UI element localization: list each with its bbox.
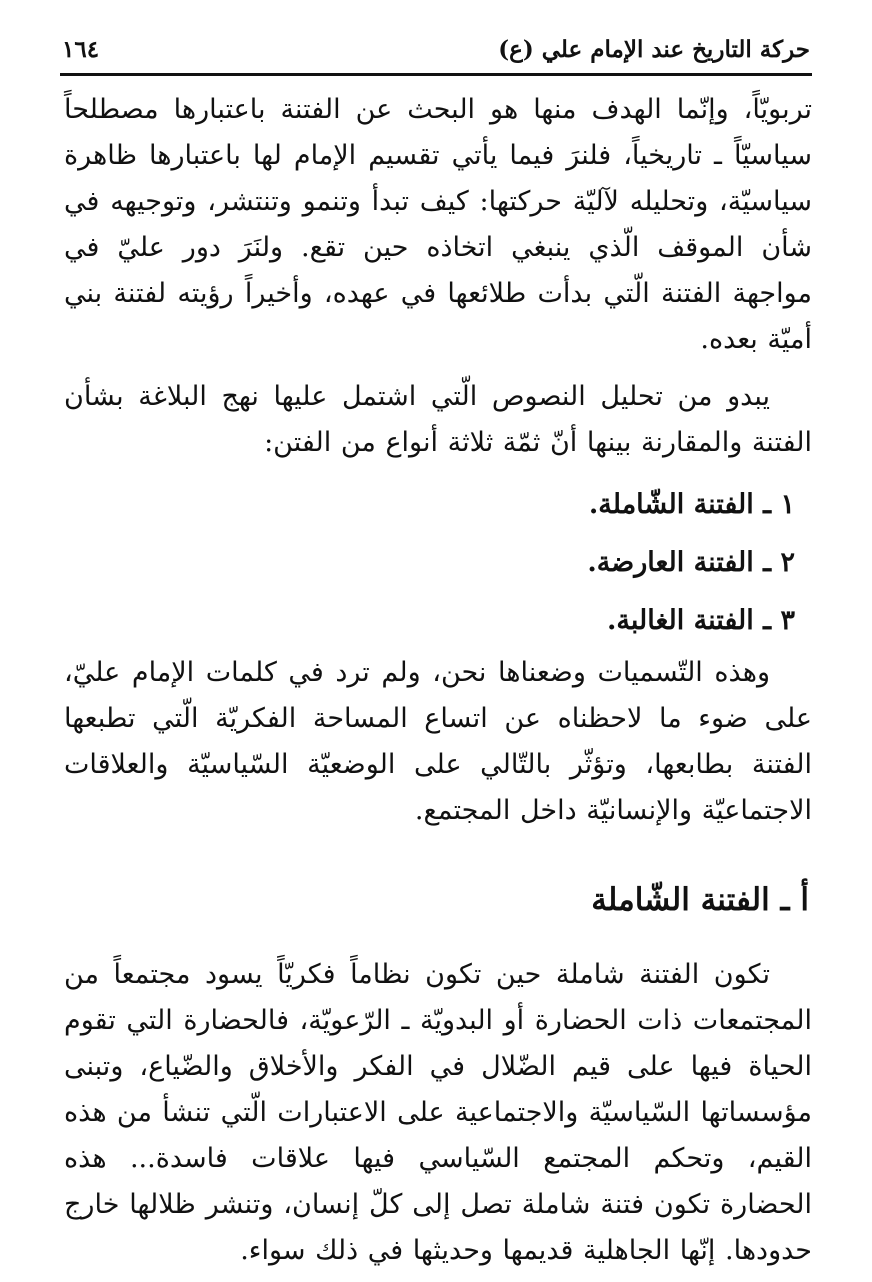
list-item-comprehensive-fitna: ١ ـ الفتنة الشّاملة.: [588, 489, 795, 520]
paragraph-comprehensive-fitna: تكون الفتنة شاملة حين تكون نظاماً فكريّاً يسود مجتمعاً من المجتمعات ذات الحضارة أو البدويّة ـ الرّعويّة، فالحضارة التي تقوم الحياة فيها على قيم الضّلال في الفكر والأخلاق والضّياع، وتبنى مؤسساتها السّياسيّة والاجتماعية على الاعتبارات الّتي تنشأ من هذه القيم، وتحكم المجتمع السّياسي فيها علاقات فاسدة... هذه الحضارة تكون فتنة شاملة تصل إلى كلّ إنسان، وتنشر ظلالها خارج حدودها. إنّها الجاهلية قديمها وحديثها في ذلك سواء.: [64, 959, 812, 1266]
section-heading: أ ـ الفتنة الشّاملة: [591, 882, 809, 918]
paragraph-continuation: تربويّاً، وإنّما الهدف منها هو البحث عن الفتنة باعتبارها مصطلحاً سياسيّاً ـ تاريخياً، فلنرَ فيما يأتي تقسيم الإمام لها باعتبارها ظاهرة سياسيّة، وتحليله لآليّة حركتها: كيف تبدأ وتنمو وتنتشر، وتوجيهه في شأن الموقف الّذي ينبغي اتخاذه حين تقع. ولنَرَ دور عليّ في مواجهة الفتنة الّتي بدأت طلائعها في عهده، وأخيراً رؤيته لفتنة بني أميّة بعده.: [64, 94, 813, 355]
page-body: [64, 87, 812, 1274]
running-head-title: حركة التاريخ عند الإمام علي (ع): [498, 36, 810, 63]
fitna-types-list: [64, 476, 812, 650]
list-item-dominant-fitna: ٣ ـ الفتنة الغالبة.: [606, 605, 795, 636]
page-number: ١٦٤: [62, 36, 100, 63]
paragraph-fitna-types-intro: يبدو من تحليل النصوص الّتي اشتمل عليها نهج البلاغة بشأن الفتنة والمقارنة بينها أنّ ثمّة ثلاثة أنواع من الفتن:: [64, 381, 812, 458]
list-item-incidental-fitna: ٢ ـ الفتنة العارضة.: [587, 547, 795, 578]
paragraph-naming-note: وهذه التّسميات وضعناها نحن، ولم ترد في كلمات الإمام عليّ، على ضوء ما لاحظناه عن اتساع المساحة الفكريّة الّتي تطبعها الفتنة بطابعها، وتؤثّر بالتّالي على الوضعيّة السّياسيّة والعلاقات الاجتماعيّة والإنسانيّة داخل المجتمع.: [64, 657, 812, 826]
running-header: [60, 30, 812, 76]
